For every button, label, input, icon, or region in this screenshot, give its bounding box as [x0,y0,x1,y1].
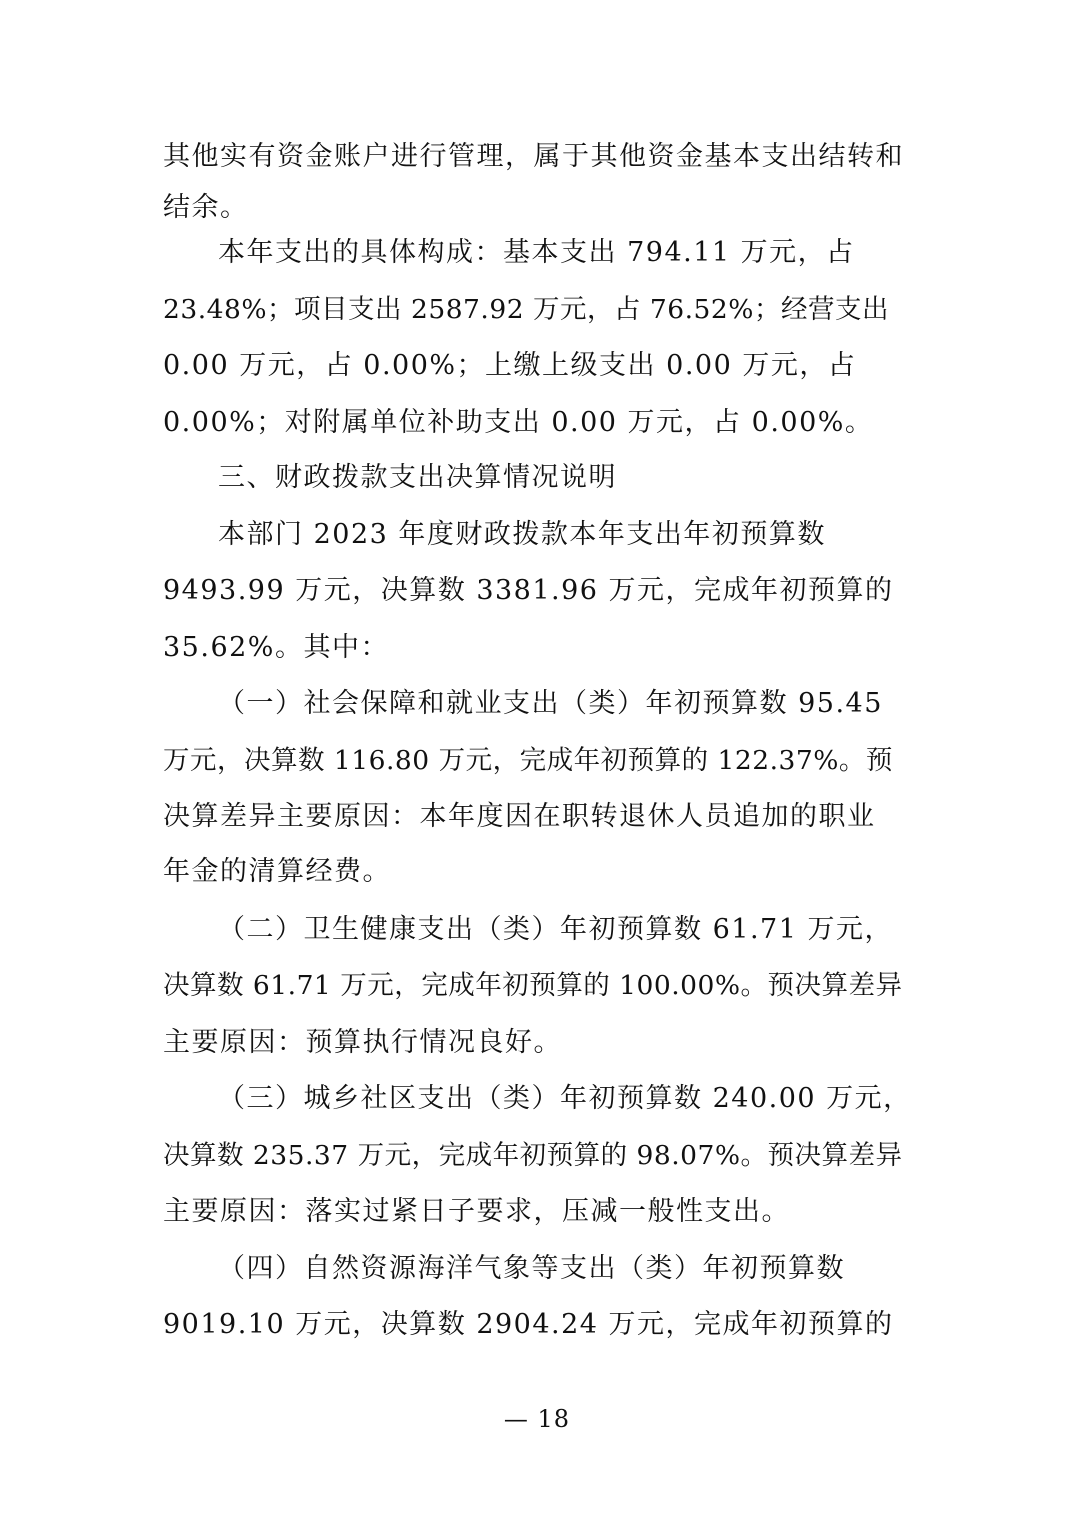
text-line: （四）自然资源海洋气象等支出（类）年初预算数 [218,1253,845,1284]
text-line: 决算数 61.71 万元，完成年初预算的 100.00%。预决算差异 [163,970,903,1001]
text-line: 万元，决算数 116.80 万元，完成年初预算的 122.37%。预 [163,745,893,776]
text-line: 9019.10 万元，决算数 2904.24 万元，完成年初预算的 [163,1309,894,1340]
text-line: 本年支出的具体构成：基本支出 794.11 万元，占 [218,237,855,268]
text-line: 其他实有资金账户进行管理，属于其他资金基本支出结转和 [163,141,904,172]
text-line: 决算数 235.37 万元，完成年初预算的 98.07%。预决算差异 [163,1140,903,1171]
text-line: （三）城乡社区支出（类）年初预算数 240.00 万元， [218,1083,912,1114]
text-line: 年金的清算经费。 [163,856,391,887]
text-line: 9493.99 万元，决算数 3381.96 万元，完成年初预算的 [163,575,894,606]
text-line: 结余。 [163,192,249,223]
text-line: 35.62%。其中： [163,632,389,663]
section-heading: 三、财政拨款支出决算情况说明 [218,462,617,493]
text-line: 主要原因：预算执行情况良好。 [163,1027,562,1058]
text-line: 本部门 2023 年度财政拨款本年支出年初预算数 [218,519,826,550]
text-line: 23.48%；项目支出 2587.92 万元，占 76.52%；经营支出 [163,294,889,325]
text-line: （一）社会保障和就业支出（类）年初预算数 95.45 [218,688,883,719]
text-line: 决算差异主要原因：本年度因在职转退休人员追加的职业 [163,801,876,832]
page-number: — 18 [503,1405,571,1433]
text-line: （二）卫生健康支出（类）年初预算数 61.71 万元， [218,914,893,945]
text-line: 0.00 万元，占 0.00%；上缴上级支出 0.00 万元，占 [163,350,857,381]
text-line: 主要原因：落实过紧日子要求，压减一般性支出。 [163,1196,790,1227]
text-line: 0.00%；对附属单位补助支出 0.00 万元，占 0.00%。 [163,407,874,438]
